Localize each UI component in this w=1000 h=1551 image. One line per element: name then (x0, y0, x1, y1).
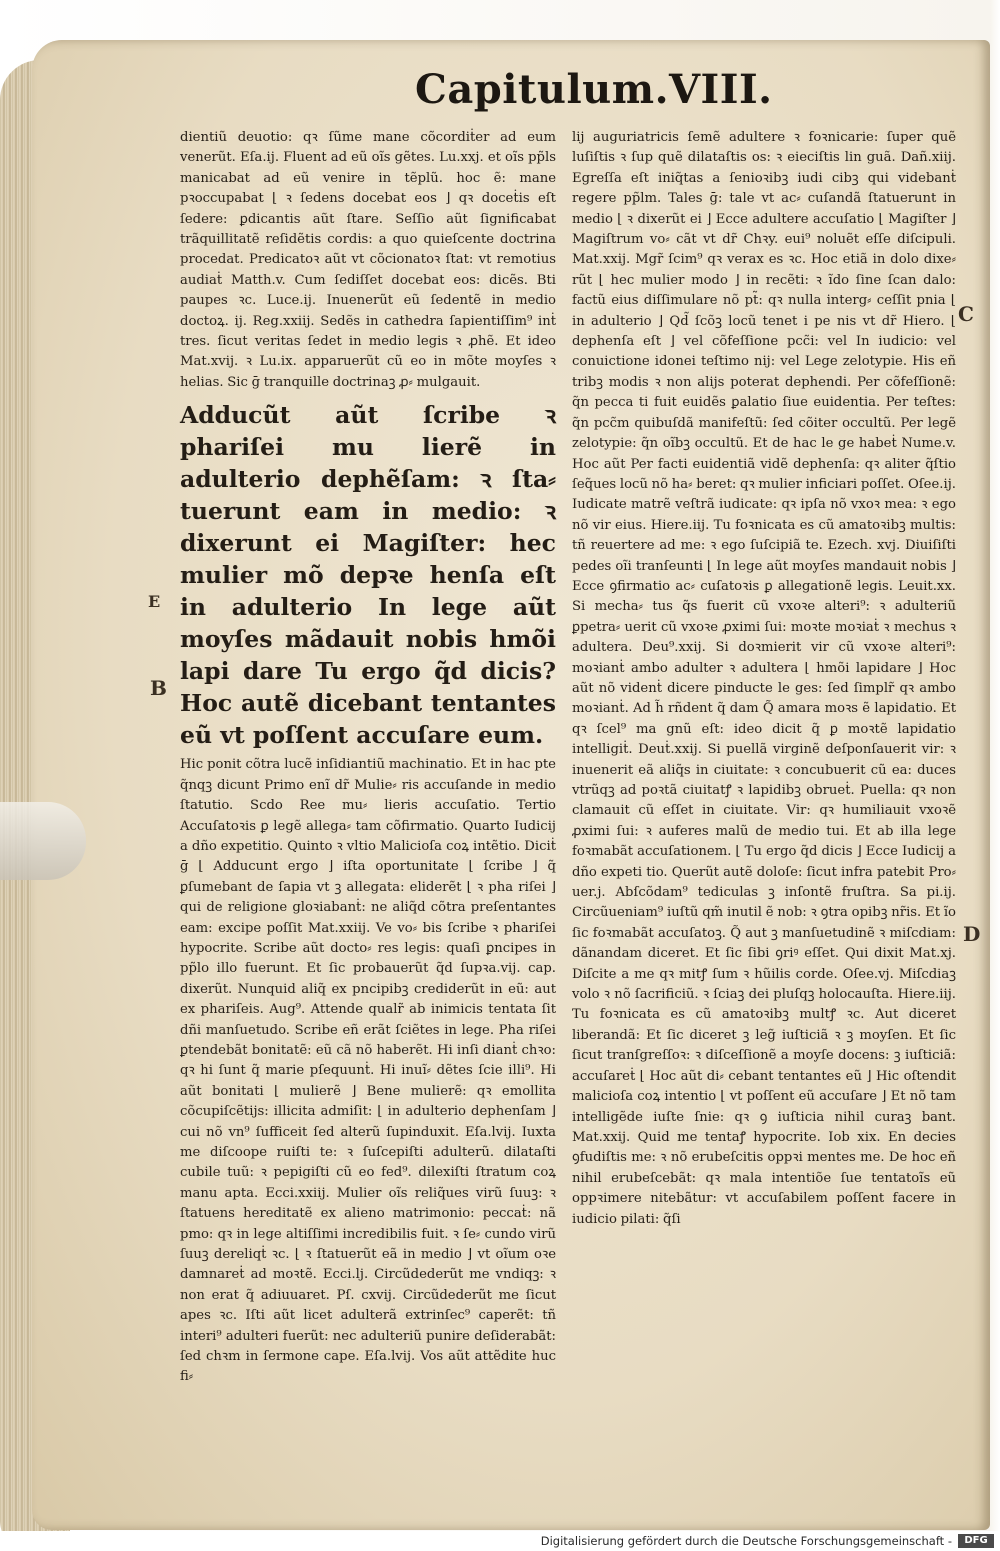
commentary-paragraph-bottom: Hic ponit cõtra lucẽ inſidiantiũ machinatio. Et in hac pte q̃nqꝫ dicunt Primo enĩ dr̃ Mulie⸗ ris accuſande in medio ſtatutio. Scdo Ree mu⸗ lieris accuſatio. Tertio Accuſatoꝛis ꝑ legẽ allega⸗ tam cõfirmatio. Quarto Iudicij a dño expetitio. Quinto ꝛ vltio Malicioſa coꝝ intẽtio. Diciṫ ḡ ⌊ Adducunt ergo ⌋ iſta oportunitate ⌊ ſcribe ⌋ q̃ ꝑſumebant de ſapia vt ꝫ allegata: eliderẽt ⌊ ꝛ pha riſei ⌋ qui de religione gloꝛiabanṫ: ne aliq̃d cõtra preſentantes eam: excipe poſſit Mat.xxiij. Ve vo⸗ bis ſcribe ꝛ phariſei hypocrite. Scribe aũt docto⸗ res legis: quaſi ꝑncipes in pp̃lo illo fuerunt. Et ſic probauerũt q̃d ſupꝛa.vij. cap. dixerũt. Nunquid aliq̃ ex pncipibꝫ crediderũt in eũ: aut ex phariſeis. Aug⁹. Attende qualr̃ ab inimicis tentata ſit dñi manſuetudo. Scribe eñ erãt ſciẽtes in lege. Pha riſei ꝑtendebãt bonitatẽ: eũ cã nõ haberẽt. Hi inſi dianṫ chꝛo: qꝛ hi ſunt q̃ marie pſequunṫ. Hi inuĩ⸗ dẽtes ſcie illi⁹. Hi aũt bonitati ⌊ mulierẽ ⌋ Bene mulierẽ: qꝛ emollita cõcupiſcẽtijs: illicita admiſit: ⌊ in adulterio dephenſam ⌋ cui nõ vn⁹ ſufficeit ſed alterũ ſupinduxit. Eſa.lvij. Iuxta me diſcoope ruiſti te: ꝛ ſuſcepiſti adulterũ. dilataſti cubile tuũ: ꝛ pepigiſti cũ eo fed⁹. dilexiſti ſtratum coꝝ manu apta. Ecci.xxiij. Mulier oĩs reliq̃ues virũ ſuuꝫ: ꝛ ſtatuens hereditatẽ ex alieno matrimonio: peccaṫ: nã pmo: qꝛ in lege altiſſimi incredibilis fuit. ꝛ ſe⸗ cundo virũ ſuuꝫ dereliqṫ ꝛc. ⌊ ꝛ ſtatuerũt eã in medio ⌋ vt oĩum oꝛe damnareṫ ad moꝛtẽ. Ecci.lj. Circũdederũt me vndiqꝫ: ꝛ non erat q̃ adiuuaret. Pſ. cxvij. Circũdederũt me ſicut apes ꝛc. Iſti aũt licet adulterã extrinſec⁹ caperẽt: tñ interi⁹ adulteri fuerũt: nec adulteriũ punire deſiderabãt: ſed chꝛm in ſermone cape. Eſa.lvij. Vos aũt attẽdite huc fi⸗ (180, 757, 556, 1385)
margin-letter-c: C (958, 302, 974, 326)
footer-bar (0, 1531, 1000, 1551)
chapter-heading: Capitulum.VIII. (415, 66, 773, 113)
margin-letter-b: B (150, 676, 167, 700)
commentary-paragraph-top: dientiũ deuotio: qꝛ ſũme mane cõcordiṫer ad eum venerũt. Eſa.ij. Fluent ad eũ oĩs gẽtes. Lu.xxj. et oĩs pp̃ls manicabat ad eũ venire in tẽplũ. hoc ẽ: mane pꝛoccupabat ⌊ ꝛ ſedens docebat eos ⌋ qꝛ doceṫis eſt ſedere: ꝑdicantis aũt ſtare. Seſſio aũt ſignificabat trãquillitatẽ reſidẽtis cordis: a quo quieſcente doctrina procedat. Predicatoꝛ aũt vt cõcionatoꝛ ſtat: vt remotius audiaṫ Matth.v. Cum ſediſſet docebat eos: dicẽs. Bti paupes ꝛc. Luce.ij. Inuenerũt eũ ſedentẽ in medio doctoꝝ. ij. Reg.xxiij. Sedẽs in cathedra ſapientiſſim⁹ inṫ tres. ſicut veritas ſedet in medio legis ꝛ ꝓhẽ. Et ideo Mat.xvij. ꝛ Lu.ix. apparuerũt cũ eo in mõte moyſes ꝛ helias. Sic ḡ tranquille doctrinaꝫ ꝓ⸗ mulgauit. (180, 130, 556, 390)
funding-notice: Digitalisierung gefördert durch die Deutsche Forschungsgemeinschaft - (540, 1534, 952, 1548)
scripture-lemma: Adducũt aũt ſcribe ꝛ phariſei mu lierẽ in adulterio dephẽſam: ꝛ ſta⸗ tuerunt eam in medio: ꝛ dixerunt ei Magiſter: hec mulier mõ depꝛe henſa eſt in adulterio In lege aũt moyſes mãdauit nobis hmõi lapi dare Tu ergo q̃d dicis? Hoc autẽ dicebant tentantes eũ vt poſſent accuſare eum. (180, 401, 556, 750)
page-clip (0, 802, 86, 880)
dfg-logo: DFG (958, 1534, 994, 1548)
margin-letter-e: E (148, 592, 161, 611)
right-column (572, 128, 956, 1230)
left-column (180, 128, 556, 1388)
margin-letter-d: D (963, 922, 981, 946)
commentary-paragraph-right: lij auguriatricis ſemẽ adultere ꝛ foꝛnicarie: ſuper quẽ luſiſtis ꝛ ſup quẽ dilataſtis os: ꝛ eieciſtis lin guã. Dañ.xiij. Egreſſa eſt iniq̃tas a ſenioꝛibꝫ iudi cibꝫ qui videbanṫ regere pp̃lm. Tales ḡ: tale vt ac⸗ cuſandã ſtatuerunt in medio ⌊ ꝛ dixerũt ei ⌋ Ecce adultere accuſatio ⌊ Magiſter ⌋ Magiſtrum vo⸗ cãt vt dr̃ Chꝛy. eui⁹ noluẽt eſſe diſcipuli. Mat.xxij. Mgr̃ ſcim⁹ qꝛ verax es ꝛc. Hoc etiã in dolo dixe⸗ rũt ⌊ hec mulier modo ⌋ in recẽti: ꝛ ĩdo ſine ſcan dalo: factũ eius diſſimulare nõ pt̃: qꝛ nulla interg⸗ ceſſit pnia ⌊ in adulterio ⌋ Qd̃ ſcõꝫ locũ tenet i pe nis vt dr̃ Hiero. ⌊ dephenſa eſt ⌋ vel cõfeſſione pcc̃i: vel In iudicio: vel conuictione idonei teſtimo nij: vel Lege zelotypie. His eñ tribꝫ modis ꝛ non alijs poterat dephendi. Per cõfeſſionẽ: q̃n pecca ti fuit euidẽs ꝑalatio ſiue euidentia. Per teſtes: q̃n pcc̃m quibuſdã manifeſtũ: ſed cõiter occultũ. Per legẽ zelotypie: q̃n oĩbꝫ occultũ. Et de hac le ge habeṫ Nume.v. Hoc aũt Per facti euidentiã vidẽ dephenſa: qꝛ aliter q̃ſtio ſeq̃ues locũ nõ ha⸗ beret: qꝛ mulier inficiari poſſet. Oſee.ij. Iudicate matrẽ veſtrã iudicate: qꝛ ipſa nõ vxoꝛ mea: ꝛ ego nõ vir eius. Hiere.iij. Tu foꝛnicata es cũ amatoꝛibꝫ multis: tñ reuertere ad me: ꝛ ego ſuſcipiã te. Ezech. xvj. Diuiſiſti pedes oĩi tranſeunti ⌊ In lege aũt moyſes mandauit nobis ⌋ Ecce ꝯfirmatio ac⸗ cuſatoꝛis ꝑ allegationẽ legis. Leuit.xx. Si mecha⸗ tus q̃s fuerit cũ vxoꝛe alteri⁹: ꝛ adulteriũ ꝑpetra⸗ uerit cũ vxoꝛe ꝓximi ſui: moꝛte moꝛiaṫ ꝛ mechus ꝛ adultera. Deu⁹.xxij. Si doꝛmierit vir cũ vxoꝛe alteri⁹: moꝛianṫ ambo adulter ꝛ adultera ⌊ hmõi lapidare ⌋ Hoc aũt nõ videnṫ dicere pinducte le ges: ſed ſimplr̃ qꝛ ambo moꝛianṫ. Ad h̃ rñdent q̃ dam Q̃ amara moꝛs ẽ lapidatio. Et qꝛ ſcel⁹ ma gnũ eſt: ideo dicit q̃ ꝑ moꝛtẽ lapidatio intelligiṫ. Deuṫ.xxij. Si puellã virginẽ deſponſauerit vir: ꝛ inuenerit eã aliq̃s in ciuitate: ꝛ concubuerit cũ ea: duces vtrũqꝫ ad poꝛtã ciuitatꝭ ꝛ lapidibꝫ obrueṫ. Puella: qꝛ non clamauit cũ eſſet in ciuitate. Vir: qꝛ humiliauit vxoꝛẽ ꝓximi ſui: ꝛ auferes malũ de medio tui. Et ab illa lege foꝛmabãt accuſationem. ⌊ Tu ergo q̃d dicis ⌋ Ecce Iudicij a dño expeti tio. Querũt autẽ doloſe: ſicut infra patebit Pro⸗ uer.j. Abſcõdam⁹ tediculas ꝫ inſontẽ fruſtra. Sa pi.ij. Circũueniam⁹ iuſtũ qm̃ inutil ẽ nob: ꝛ ꝯtra opibꝫ nr̃is. Et ĩo ſic foꝛmabãt accuſatoꝫ. Q̃ aut ꝫ manſuetudinẽ ꝛ miſcdiam: dãnandam diceret. Et ſic ſibi ꝯriꝰ eſſet. Qui dixit Mat.xj. Diſcite a me qꝛ mitꝭ ſum ꝛ hũilis corde. Oſee.vj. Miſcdiaꝫ volo ꝛ nõ ſacrificiũ. ꝛ ſciaꝫ dei pluſqꝫ holocauſta. Hiere.iij. Tu foꝛnicata es cũ amatoꝛibꝫ multꝭ ꝛc. Aut diceret liberandã: Et ſic diceret ꝫ leg̃ iuſticiã ꝛ ꝫ moyſen. Et ſic ſicut tranſgreſſoꝛ: ꝛ diſceſſionẽ a moyſe docens: ꝫ iuſticiã: accuſareṫ ⌊ Hoc aũt di⸗ cebant tentantes eũ ⌋ Hic oſtendit malicioſa coꝝ intentio ⌊ vt poſſent eũ accuſare ⌋ Et nõ tam intelligẽde iuſte ſnie: qꝛ ꝯ iuſticia nihil curaꝫ bant. Mat.xxij. Quid me tentaꝭ hypocrite. Iob xix. En decies ꝯfudiſtis me: ꝛ nõ erubeſcitis oppꝛi mentes me. De hoc eñ nihil erubeſcebãt: qꝛ mala intentiõe ſue tentatoĩs eũ oppꝛimere nitebãtur: vt accuſabilem poſſent facere in iudicio pilati: q̃ſi (572, 130, 956, 1227)
